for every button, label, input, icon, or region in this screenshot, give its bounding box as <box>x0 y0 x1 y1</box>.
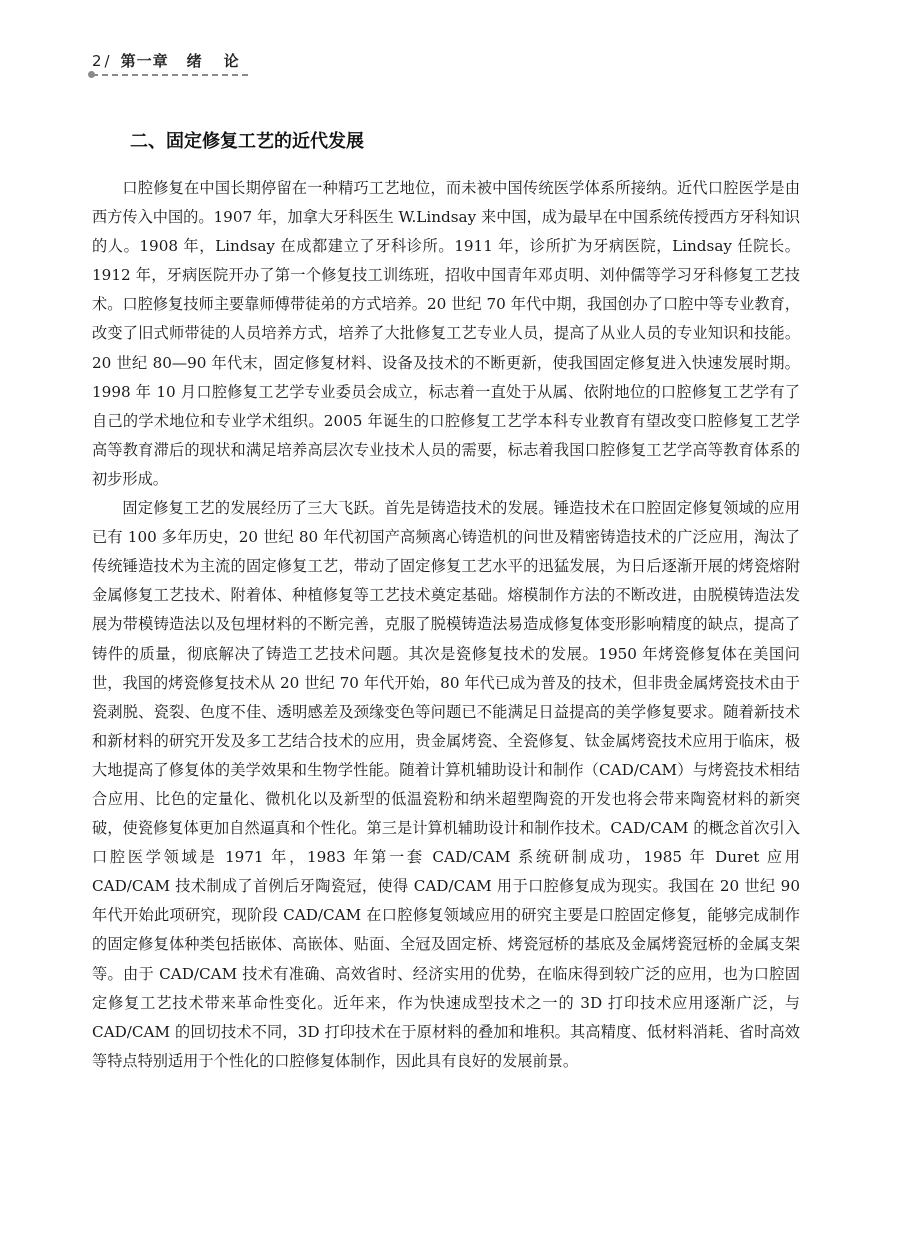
running-header <box>92 50 261 71</box>
page-number: 2 <box>92 52 103 70</box>
header-separator: / <box>104 52 111 70</box>
section-title: 二、固定修复工艺的近代发展 <box>130 131 364 152</box>
chapter-title: 绪论 <box>186 52 261 70</box>
paragraph: 口腔修复在中国长期停留在一种精巧工艺地位，而未被中国传统医学体系所接纳。近代口腔医学是由西方传入中国的。1907 年，加拿大牙科医生 W.Lindsay 来中国，成为最早在中国系统传授西方牙科知识的人。1908 年，Lindsay 在成都建立了牙科诊所。1911 年，诊所扩为牙病医院，Lindsay 任院长。1912 年，牙病医院开办了第一个修复技工训练班，招收中国青年邓贞明、刘仲儒等学习牙科修复工艺技术。口腔修复技师主要靠师傅带徒弟的方式培养。20 世纪 70 年代中期，我国创办了口腔中等专业教育，改变了旧式师带徒的人员培养方式，培养了大批修复工艺专业人员，提高了从业人员的专业知识和技能。20 世纪 80—90 年代末，固定修复材料、设备及技术的不断更新，使我国固定修复进入快速发展时期。1998 年 10 月口腔修复工艺学专业委员会成立，标志着一直处于从属、依附地位的口腔修复工艺学有了自己的学术地位和专业学术组织。2005 年诞生的口腔修复工艺学本科专业教育有望改变口腔修复工艺学高等教育滞后的现状和满足培养高层次专业技术人员的需要，标志着我国口腔修复工艺学高等教育体系的初步形成。 <box>92 179 800 488</box>
page-body <box>92 128 800 1076</box>
header-rule <box>92 74 248 76</box>
paragraph: 固定修复工艺的发展经历了三大飞跃。首先是铸造技术的发展。锤造技术在口腔固定修复领域的应用已有 100 多年历史，20 世纪 80 年代初国产高频离心铸造机的问世及精密铸造技术的广泛应用，淘汰了传统锤造技术为主流的固定修复工艺，带动了固定修复工艺水平的迅猛发展，为日后逐渐开展的烤瓷熔附金属修复工艺技术、附着体、种植修复等工艺技术奠定基础。熔模制作方法的不断改进，由脱模铸造法发展为带模铸造法以及包埋材料的不断完善，克服了脱模铸造法易造成修复体变形影响精度的缺点，提高了铸件的质量，彻底解决了铸造工艺技术问题。其次是瓷修复技术的发展。1950 年烤瓷修复体在美国问世，我国的烤瓷修复技术从 20 世纪 70 年代开始，80 年代已成为普及的技术，但非贵金属烤瓷技术由于瓷剥脱、瓷裂、色度不佳、透明感差及颈缘变色等问题已不能满足日益提高的美学修复要求。随着新技术和新材料的研究开发及多工艺结合技术的应用，贵金属烤瓷、全瓷修复、钛金属烤瓷技术应用于临床，极大地提高了修复体的美学效果和生物学性能。随着计算机辅助设计和制作（CAD/CAM）与烤瓷技术相结合应用、比色的定量化、微机化以及新型的低温瓷粉和纳米超塑陶瓷的开发也将会带来陶瓷材料的新突破，使瓷修复体更加自然逼真和个性化。第三是计算机辅助设计和制作技术。CAD/CAM 的概念首次引入口腔医学领域是 1971 年，1983 年第一套 CAD/CAM 系统研制成功，1985 年 Duret 应用 CAD/CAM 技术制成了首例后牙陶瓷冠，使得 CAD/CAM 用于口腔修复成为现实。我国在 20 世纪 90 年代开始此项研究，现阶段 CAD/CAM 在口腔修复领域应用的研究主要是口腔固定修复，能够完成制作的固定修复体种类包括嵌体、高嵌体、贴面、全冠及固定桥、烤瓷冠桥的基底及金属烤瓷冠桥的金属支架等。由于 CAD/CAM 技术有准确、高效省时、经济实用的优势，在临床得到较广泛的应用，也为口腔固定修复工艺技术带来革命性变化。近年来，作为快速成型技术之一的 3D 打印技术应用逐渐广泛，与 CAD/CAM 的回切技术不同，3D 打印技术在于原材料的叠加和堆积。其高精度、低材料消耗、省时高效等特点特别适用于个性化的口腔修复体制作，因此具有良好的发展前景。 <box>92 499 800 1070</box>
chapter-label: 第一章 <box>120 52 169 70</box>
